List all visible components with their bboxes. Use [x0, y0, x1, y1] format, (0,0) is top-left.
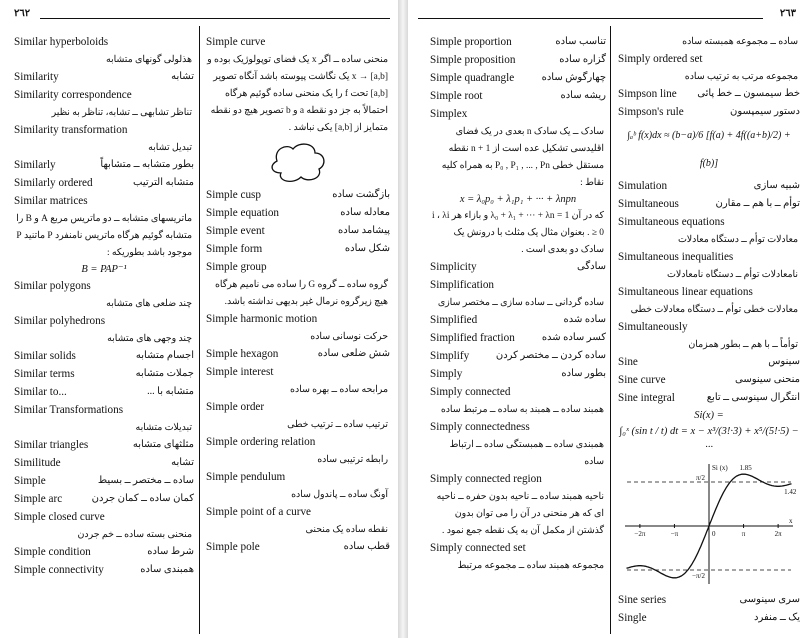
entry-definition: رابطه ترتیبی ساده [317, 455, 388, 465]
entry-definition: که در آن λ₀ + λ₁ + ··· + λn = 1 و بازاء هر i ، λi ≥ 0 . بعنوان مثال یک مثلث با درونش یک سادک دو بعدی است . [431, 211, 604, 255]
entry-translation: شش ضلعی ساده [317, 348, 390, 359]
entry-translation: همبندی ساده [140, 564, 194, 575]
entry-translation: بازگشت ساده [332, 189, 390, 200]
formula: Si(x) = [694, 410, 724, 421]
dictionary-entry [430, 34, 606, 52]
entry-term: Similarity [14, 71, 59, 83]
entry-term: Simultaneous [618, 198, 679, 210]
dictionary-entry [430, 312, 606, 330]
entry-definition: آونگ ساده ــ پاندول ساده [291, 490, 388, 500]
entry-definition: نقطه ساده یک منحنی [305, 525, 388, 535]
dictionary-entry [618, 284, 800, 302]
entry-definition: هذلولی گونهای متشابه [105, 55, 192, 65]
dictionary-entry [430, 70, 606, 88]
entry-definition: مجموعه همبند ساده ــ مجموعه مرتبط [457, 561, 604, 571]
entry-term: Simple quadrangle [430, 72, 515, 84]
entry-term: Similarly ordered [14, 177, 93, 189]
entry-definition: معادلات خطی توأم ــ دستگاه معادلات خطی [630, 305, 798, 315]
entry-translation: شکل ساده [344, 243, 390, 254]
entry-definition: حرکت نوسانی ساده [310, 332, 388, 342]
entry-term: Simple interest [206, 366, 274, 378]
entry-term: Simplified [430, 314, 478, 326]
entry-translation: سینوس [768, 356, 800, 367]
dictionary-entry [430, 366, 606, 384]
dictionary-entry [430, 106, 606, 124]
entry-term: Simple form [206, 243, 263, 255]
entry-term: Similitude [14, 457, 61, 469]
dictionary-entry [618, 196, 800, 214]
column-left-a [14, 34, 194, 580]
dictionary-entry [14, 348, 194, 366]
dictionary-entry [618, 178, 800, 196]
x-tick-label: 0 [712, 530, 716, 538]
entry-term: Simple [14, 475, 46, 487]
entry-translation: بطور ساده [561, 368, 606, 379]
entry-translation: مثلثهای متشابه [132, 439, 194, 450]
entry-term: Simplified fraction [430, 332, 515, 344]
entry-translation: اجسام متشابه [135, 350, 194, 361]
entry-term: Similar to... [14, 386, 67, 398]
entry-translation: خط سیمسون ــ خط پائی [697, 88, 800, 99]
dictionary-entry [206, 241, 390, 259]
entry-term: Simple group [206, 261, 267, 273]
dictionary-entry [430, 419, 606, 437]
sine-integral-graph [621, 458, 797, 590]
entry-translation: دستور سیمپسون [730, 106, 800, 117]
simple-closed-curve-illustration [263, 139, 333, 185]
entry-definition: ساده ــ مجموعه همبسته ساده [682, 37, 798, 47]
entry-term: Simultaneous linear equations [618, 286, 753, 298]
dictionary-entry [14, 437, 194, 455]
dictionary-entry [14, 491, 194, 509]
column-right-a [430, 34, 606, 575]
entry-definition: تبدیل تشابه [148, 143, 192, 153]
entry-term: Simple order [206, 401, 265, 413]
dictionary-entry [14, 175, 194, 193]
header-rule [418, 18, 763, 19]
column-left-b [206, 34, 390, 557]
x-tick-label: −2π [634, 530, 646, 538]
entry-translation: قطب ساده [343, 541, 390, 552]
entry-translation: چهارگوش ساده [541, 72, 606, 83]
column-right-b [618, 34, 800, 628]
entry-term: Simultaneous inequalities [618, 251, 734, 263]
dictionary-entry [618, 249, 800, 267]
dictionary-entry [430, 277, 606, 295]
entry-term: Similar polyhedrons [14, 315, 106, 327]
entry-term: Similar triangles [14, 439, 89, 451]
formula: B = PAP⁻¹ [81, 264, 127, 275]
entry-term: Simply [430, 368, 463, 380]
dictionary-entry [14, 122, 194, 140]
entry-translation: تشابه [171, 457, 194, 468]
entry-translation: منحنی سینوسی [735, 374, 800, 385]
entry-definition: مرابحه ساده ــ بهره ساده [290, 385, 388, 395]
entry-term: Simple curve [206, 36, 266, 48]
entry-translation: تشابه [171, 71, 194, 82]
entry-definition: مجموعه مرتب به ترتیب ساده [684, 72, 798, 82]
entry-translation: ساده شده [563, 314, 606, 325]
entry-term: Simple root [430, 90, 483, 102]
dictionary-entry [206, 259, 390, 277]
dictionary-entry [14, 278, 194, 296]
entry-definition: همبندی ساده ــ همبستگی ساده ــ ارتباط ساده [449, 440, 604, 467]
closed-curve-path [272, 144, 324, 181]
page-number: ٢٦٣ [779, 8, 796, 19]
entry-term: Similarly [14, 159, 56, 171]
entry-translation: تناسب ساده [555, 36, 606, 47]
entry-term: Similar matrices [14, 195, 88, 207]
entry-term: Simultaneously [618, 321, 688, 333]
entry-term: Sine [618, 356, 638, 368]
page-number: ٢٦٢ [14, 8, 31, 19]
entry-definition: تناظر تشابهی ــ تشابه، تناظر به نظیر [51, 108, 192, 118]
dictionary-entry [14, 509, 194, 527]
dictionary-entry [430, 88, 606, 106]
formula: ∫ₐᵇ f(x)dx ≈ (b−a)/6 [f(a) + 4f((a+b)/2) + f(b)] [627, 130, 791, 169]
entry-definition: نامعادلات توأم ــ دستگاه نامعادلات [667, 270, 798, 280]
dictionary-entry [430, 330, 606, 348]
entry-translation: متشابه الترتیب [133, 177, 194, 188]
dictionary-entry [14, 34, 194, 52]
dictionary-entry [206, 504, 390, 522]
entry-definition: چند ضلعی های متشابه [106, 299, 192, 309]
entry-term: Simply connected [430, 386, 511, 398]
entry-term: Simply connected set [430, 542, 526, 554]
entry-term: Simultaneous equations [618, 216, 725, 228]
entry-term: Simply ordered set [618, 53, 703, 65]
entry-definition: ساده گردانی ــ ساده سازی ــ مختصر سازی [437, 298, 604, 308]
dictionary-entry [14, 455, 194, 473]
entry-term: Similar terms [14, 368, 75, 380]
dictionary-entry [430, 259, 606, 277]
entry-definition: توأماً ــ با هم ــ بطور همزمان [688, 340, 798, 350]
entry-term: Simpson's rule [618, 106, 684, 118]
dictionary-entry [206, 205, 390, 223]
entry-term: Simple pole [206, 541, 260, 553]
entry-term: Simplex [430, 108, 468, 120]
entry-term: Similar hyperboloids [14, 36, 109, 48]
dictionary-entry [618, 86, 800, 104]
dictionary-entry [14, 193, 194, 211]
dictionary-entry [14, 157, 194, 175]
entry-definition: همبند ساده ــ همبند به ساده ــ مرتبط ساده [440, 405, 604, 415]
column-divider [610, 26, 611, 634]
x-tick-label: 2π [774, 530, 782, 538]
entry-translation: جملات متشابه [135, 368, 194, 379]
entry-definition: منحنی بسته ساده ــ خم جردن [77, 530, 192, 540]
entry-definition: سادک ــ یک سادک n بعدی در یک فضای اقلیدسی تشکیل عده است از n + 1 نقطه مستقل خطی P₀ , P₁ , ... , Pn به همراه کلیه نقاط : [441, 127, 604, 188]
entry-translation: توأم ــ با هم ــ مقارن [715, 198, 800, 209]
entry-translation: یک ــ منفرد [754, 612, 800, 623]
entry-definition: گروه ساده ــ گروه G را ساده می نامیم هرگاه هیچ زیرگروه نرمال غیر بدیهی نداشته باشد. [215, 280, 388, 307]
entry-translation: شرط ساده [147, 546, 194, 557]
entry-term: Simply connected region [430, 473, 542, 485]
y-axis-label: Si (x) [712, 464, 728, 472]
entry-term: Simple proportion [430, 36, 512, 48]
entry-term: Simplicity [430, 261, 477, 273]
entry-term: Simple hexagon [206, 348, 279, 360]
entry-translation: کسر ساده شده [541, 332, 606, 343]
entry-term: Simple cusp [206, 189, 262, 201]
entry-translation: انتگرال سینوسی ــ تابع [706, 392, 800, 403]
entry-term: Sine curve [618, 374, 666, 386]
dictionary-entry [618, 354, 800, 372]
dictionary-entry [14, 87, 194, 105]
dictionary-entry [618, 592, 800, 610]
entry-term: Simulation [618, 180, 668, 192]
entry-translation: کمان ساده ــ کمان جردن [91, 493, 194, 504]
entry-definition: معادلات توأم ــ دستگاه معادلات [677, 235, 798, 245]
entry-term: Sine series [618, 594, 667, 606]
dictionary-entry [430, 384, 606, 402]
dictionary-entry [14, 544, 194, 562]
dictionary-entry [618, 319, 800, 337]
peak-label: 1.85 [739, 464, 752, 473]
formula: x = λ₀p₀ + λ₁p₁ + ··· + λnpn [459, 194, 577, 205]
header-rule [40, 18, 390, 19]
entry-term: Simple condition [14, 546, 91, 558]
dictionary-entry [618, 104, 800, 122]
dictionary-entry [206, 539, 390, 557]
entry-translation: سادگی [577, 261, 606, 272]
dictionary-entry [14, 473, 194, 491]
dictionary-entry [206, 399, 390, 417]
dictionary-entry [206, 364, 390, 382]
entry-term: Simple event [206, 225, 265, 237]
dictionary-entry [618, 390, 800, 408]
dictionary-entry [430, 348, 606, 366]
entry-term: Sine integral [618, 392, 675, 404]
x-axis-label: x [789, 517, 793, 525]
entry-term: Simple proposition [430, 54, 516, 66]
entry-definition: ماتریسهای متشابه ــ دو ماتریس مربع A و B را متشابه گوئیم هرگاه ماتریس نامنفرد P ماتنید P موجود باشد بطوریکه : [16, 214, 192, 258]
column-divider [199, 26, 200, 634]
entry-term: Simple equation [206, 207, 280, 219]
trough-label: 1.42 [784, 488, 797, 497]
entry-term: Single [618, 612, 647, 624]
dictionary-entry [430, 471, 606, 489]
dictionary-entry [206, 469, 390, 487]
entry-term: Simple connectivity [14, 564, 104, 576]
entry-translation: گزاره ساده [559, 54, 606, 65]
formula: ∫₀ˣ (sin t / t) dt = x − x³/(3!·3) + x⁵/(5!·5) − ··· [619, 426, 799, 453]
entry-term: Simple point of a curve [206, 506, 312, 518]
dictionary-entry [206, 346, 390, 364]
entry-definition: چند وجهی های متشابه [107, 334, 192, 344]
dictionary-entry [14, 313, 194, 331]
dictionary-entry [14, 69, 194, 87]
entry-translation: ساده ــ مختصر ــ بسیط [97, 475, 194, 486]
entry-term: Similar Transformations [14, 404, 124, 416]
y-bottom-label: −π/2 [692, 571, 705, 580]
x-tick-label: π [741, 530, 746, 538]
right-page [408, 0, 806, 638]
x-tick-label: −π [670, 530, 679, 538]
left-page [0, 0, 398, 638]
entry-term: Simple harmonic motion [206, 313, 318, 325]
entry-term: Similarity transformation [14, 124, 128, 136]
entry-translation: بطور متشابه ــ متشابهاً [100, 159, 194, 170]
dictionary-entry [618, 372, 800, 390]
entry-translation: پیشامد ساده [338, 225, 390, 236]
entry-term: Simply connectedness [430, 421, 530, 433]
book-gutter [398, 0, 408, 638]
dictionary-entry [14, 402, 194, 420]
dictionary-entry [430, 540, 606, 558]
dictionary-entry [618, 51, 800, 69]
entry-term: Similarity correspondence [14, 89, 132, 101]
entry-term: Simple ordering relation [206, 436, 316, 448]
entry-term: Similar solids [14, 350, 76, 362]
dictionary-entry [618, 610, 800, 628]
entry-definition: تبدیلات متشابه [135, 423, 192, 433]
dictionary-entry [206, 223, 390, 241]
entry-definition: منحنی ساده ــ اگر x یک فضای توپولوژیک بوده و [a,b] → x یک نگاشت پیوسته باشد آنگاه تصویر [a,b] تحت f را یک منحنی ساده گوئیم هرگاه احتمالاً به جز دو نقطه a و b تصویر هیچ دو نقطه متمایز از [a,b] یکی نباشد . [207, 55, 388, 133]
entry-definition: ناحیه همبند ساده ــ ناحیه بدون حفره ــ ناحیه ای که هر منحنی در آن را می توان بدون گذشتن از مکمل آن به یک نقطه جمع نمود . [436, 492, 604, 536]
entry-definition: ترتیب ساده ــ ترتیب خطی [287, 420, 388, 430]
dictionary-entry [618, 214, 800, 232]
entry-term: Simplification [430, 279, 495, 291]
entry-translation: ساده کردن ــ مختصر کردن [495, 350, 606, 361]
entry-term: Simplify [430, 350, 470, 362]
dictionary-entry [14, 384, 194, 402]
dictionary-entry [206, 434, 390, 452]
entry-term: Simple arc [14, 493, 63, 505]
entry-translation: معادله ساده [340, 207, 390, 218]
entry-term: Simpson line [618, 88, 677, 100]
entry-translation: سری سینوسی [739, 594, 800, 605]
dictionary-entry [206, 187, 390, 205]
dictionary-entry [14, 366, 194, 384]
dictionary-entry [206, 311, 390, 329]
dictionary-entry [206, 34, 390, 52]
entry-translation: متشابه با ... [147, 386, 194, 397]
y-top-label: π/2 [696, 474, 705, 483]
entry-translation: شبیه سازی [753, 180, 800, 191]
entry-term: Simple pendulum [206, 471, 286, 483]
entry-term: Similar polygons [14, 280, 91, 292]
entry-term: Simple closed curve [14, 511, 105, 523]
dictionary-entry [430, 52, 606, 70]
dictionary-entry [14, 562, 194, 580]
entry-translation: ریشه ساده [560, 90, 606, 101]
